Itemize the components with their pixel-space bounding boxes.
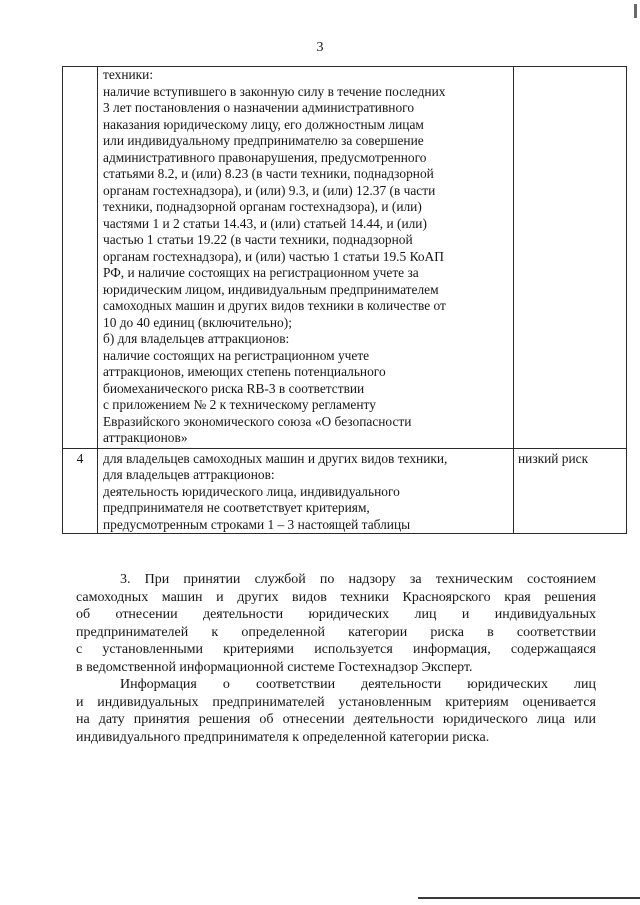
table-text-line: административного правонарушения, предусмотренного	[103, 149, 427, 165]
paragraph-line: с установленными критериями используется информация, содержащаяся	[76, 642, 596, 657]
table-text-line: статьями 8.2, и (или) 8.23 (в части техники, поднадзорной	[103, 166, 434, 181]
table-text-line: предусмотренным строками 1 – 3 настоящей таблицы	[103, 516, 411, 532]
risk-category-cell: низкий риск	[514, 448, 627, 534]
paragraph-line: самоходных машин и других видов техники Красноярского края решения	[76, 589, 596, 605]
table-text-line: техники, поднадзорной органам гостехнадзора), и (или)	[103, 199, 422, 214]
table-text-line: биомеханического риска RB-3 в соответствии	[103, 380, 365, 396]
table-text-line: Евразийского экономического союза «О безопасности	[103, 413, 412, 429]
table-text-line: наличие вступившего в законную силу в течение последних	[103, 83, 446, 99]
paragraph-line: об отнесении деятельности юридических лиц и индивидуальных	[76, 607, 596, 622]
paragraph-line: в ведомственной информационной системе Гостехнадзор Эксперт.	[76, 659, 473, 675]
criteria-description-cell	[98, 448, 514, 534]
table-text-line: частями 1 и 2 статьи 14.43, и (или) статьей 14.44, и (или)	[103, 215, 427, 231]
bottom-divider	[418, 897, 640, 899]
table-text-line: 10 до 40 единиц (включительно);	[103, 314, 292, 330]
table-text-line: самоходных машин и других видов техники в количестве от	[103, 298, 446, 313]
paragraph-line: 3. При принятии службой по надзору за техническим состоянием	[120, 572, 596, 587]
table-text-line: для владельцев самоходных машин и других видов техники,	[103, 450, 448, 466]
table-row	[63, 67, 627, 449]
risk-category-cell	[514, 67, 627, 449]
table-text-line: техники:	[103, 67, 154, 82]
row-number-cell: 4	[63, 448, 98, 534]
paragraph-line: и индивидуальных предпринимателей установленным критериям оценивается	[76, 694, 596, 710]
table-row	[63, 448, 627, 534]
table-text-line: наказания юридическому лицу, его должностным лицам	[103, 116, 424, 132]
table-text-line: аттракционов, имеющих степень потенциального	[103, 364, 386, 379]
table-text-line: аттракционов»	[103, 430, 188, 445]
table-text-line: органам гостехнадзора), и (или) 9.3, и (или) 12.37 (в части	[103, 182, 436, 198]
criteria-description-cell	[98, 67, 514, 449]
table-text-line: юридическим лицом, индивидуальным предпринимателем	[103, 281, 439, 297]
risk-criteria-table	[62, 66, 627, 534]
table-text-line: или индивидуальному предпринимателю за совершение	[103, 133, 424, 148]
paragraph-line: предпринимателей к определенной категории риска в соответствии	[76, 624, 596, 640]
table-text-line: наличие состоящих на регистрационном учете	[103, 347, 370, 363]
scan-edge-mark	[634, 4, 637, 18]
table-text-line: предпринимателя не соответствует критериям,	[103, 500, 370, 515]
table-text-line: РФ, и наличие состоящих на регистрационном учете за	[103, 265, 419, 280]
table-text-line: 3 лет постановления о назначении административного	[103, 100, 415, 115]
paragraph-information	[76, 676, 596, 746]
paragraph-line: Информация о соответствии деятельности юридических лиц	[120, 677, 596, 692]
table-text-line: органам гостехнадзора), и (или) частью 1 статьи 19.5 КоАП	[103, 248, 444, 264]
table-text-line: для владельцев аттракционов:	[103, 467, 275, 482]
paragraph-line: индивидуального предпринимателя к определенной категории риска.	[76, 729, 490, 745]
row-number-cell	[63, 67, 98, 449]
table-text-line: частью 1 статьи 19.22 (в части техники, поднадзорной	[103, 232, 413, 247]
table-text-line: деятельность юридического лица, индивидуального	[103, 483, 400, 499]
paragraph-line: на дату принятия решения об отнесении деятельности юридического лица или	[76, 712, 596, 727]
table-text-line: б) для владельцев аттракционов:	[103, 331, 290, 346]
table-text-line: с приложением № 2 к техническому регламенту	[103, 397, 376, 412]
body-text	[76, 571, 596, 746]
page-number: 3	[316, 40, 324, 55]
paragraph-3	[76, 571, 596, 676]
